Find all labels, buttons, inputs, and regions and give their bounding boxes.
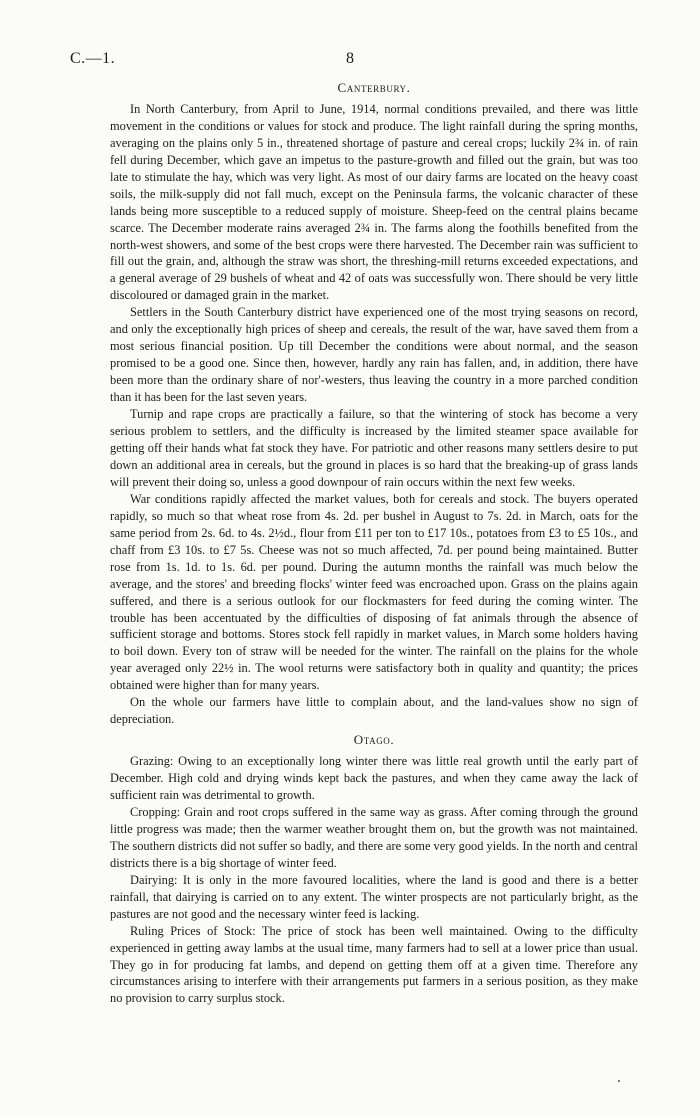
page-header xyxy=(70,50,630,72)
section-title-canterbury: Canterbury. xyxy=(337,80,411,95)
otago-paragraph-dairying: Dairying: It is only in the more favoured localities, where the land is good and there is a better rainfall, that dairying is carried on to any extent. The winter prospects are not particularly bright, as the pastures are not good and the necessary winter feed is lacking. xyxy=(110,872,638,921)
otago-paragraph-grazing: Grazing: Owing to an exceptionally long winter there was little real growth until the early part of December. High cold and drying winds kept back the pastures, and when they came away the lack of sufficient rain was detrimental to growth. xyxy=(110,754,638,802)
otago-paragraph-cropping: Cropping: Grain and root crops suffered in the same way as grass. After coming through the ground little progress was made; then the warmer weather brought them on, but the growth was not maintained. The southern districts did not suffer so badly, and there are some very good yields. In the north and central districts there is a big shortage of winter feed. xyxy=(110,804,638,870)
canterbury-paragraph: On the whole our farmers have little to complain about, and the land-values show no sign of depreciation. xyxy=(110,695,638,727)
section-title-otago: Otago. xyxy=(353,732,395,748)
canterbury-paragraph: Turnip and rape crops are practically a failure, so that the wintering of stock has become a very serious problem to settlers, and the difficulty is increased by the limited steamer space available for getting off their hands what fat stock they have. For patriotic and other reasons many settlers desire to put down an additional area in cereals, but the ground in places is so hard that the breaking-up of grass lands will prevent their doing so, unless a good downpour of rain occurs within the next few weeks. xyxy=(110,407,638,489)
canterbury-paragraph: War conditions rapidly affected the market values, both for cereals and stock. The buyers operated rapidly, so much so that wheat rose from 4s. 2d. per bushel in August to 7s. 2d. in March, oats for the same period from 2s. 6d. to 4s. 2½d., flour from £11 per ton to £17 10s., potatoes from £3 to £5 10s., and chaff from £3 10s. to £7 5s. Cheese was not so much affected, 7d. per pound being maintained. Butter rose from 1s. 1d. to 1s. 6d. per pound. During the autumn months the rainfall was much below the average, and the stores' and breeding flocks' winter feed was encroached upon. Grass on the plains again suffered, and there is a serious outlook for our flockmasters for feed during the coming winter. The trouble has been accentuated by the difficulties of disposing of fat animals through the absence of sufficient storage and bottoms. Stores stock fell rapidly in market values, in March some holders having to boil down. Every ton of straw will be needed for the winter. The rainfall on the plains for the whole year averaged only 22½ in. The wool returns were satisfactory both in quality and quantity; the prices obtained were higher than for many years. xyxy=(110,491,638,693)
page-number: 8 xyxy=(346,50,354,67)
otago-paragraph-ruling-prices: Ruling Prices of Stock: The price of stock has been well maintained. Owing to the difficulty experienced in getting away lambs at the usual time, many farmers had to sell at a lower price than usual. They go in for producing fat lambs, and depend on getting them off at a given time. Therefore any circumstances arising to interfere with their arrangements put farmers in a serious position, as they make no provision to carry surplus stock. xyxy=(110,923,638,1006)
canterbury-paragraph: Settlers in the South Canterbury district have experienced one of the most trying seasons on record, and only the exceptionally high prices of sheep and cereals, the result of the war, have saved them from a most serious financial position. Up till December the conditions were about normal, and the season promised to be a good one. Since then, however, hardly any rain has fallen, and, in addition, there have been more than the ordinary share of nor'-westers, thus leaving the country in a more parched condition than it has been for the last seven years. xyxy=(110,305,638,405)
page-body xyxy=(110,80,638,1007)
canterbury-paragraph: In North Canterbury, from April to June, 1914, normal conditions prevailed, and there was little movement in the conditions or values for stock and produce. The light rainfall during the spring months, averaging on the plains only 5 in., threatened shortage of pasture and cereal crops; luckily 2¾ in. of rain fell during December, which gave an impetus to the pasture-growth and filled out the grain, but was too late to stimulate the hay, which was very light. As most of our dairy farms are located on the heavy coast soils, the milk-supply did not fall much, except on the Peninsula farms, the volcanic character of these lands being more susceptible to a reduced supply of moisture. Sheep-feed on the central plains became scarce. The December moderate rains averaged 2¾ in. The farms along the foothills benefited from the north-west showers, and some of the best crops were there harvested. The December rain was sufficient to fill out the grain, and, although the straw was short, the threshing-mill returns exceeded expectations, and a general average of 29 bushels of wheat and 42 of oats was successfully won. There should be very little discoloured or damaged grain in the market. xyxy=(110,101,638,303)
page-reference: C.—1. xyxy=(70,50,116,67)
scan-speck xyxy=(618,1080,620,1082)
